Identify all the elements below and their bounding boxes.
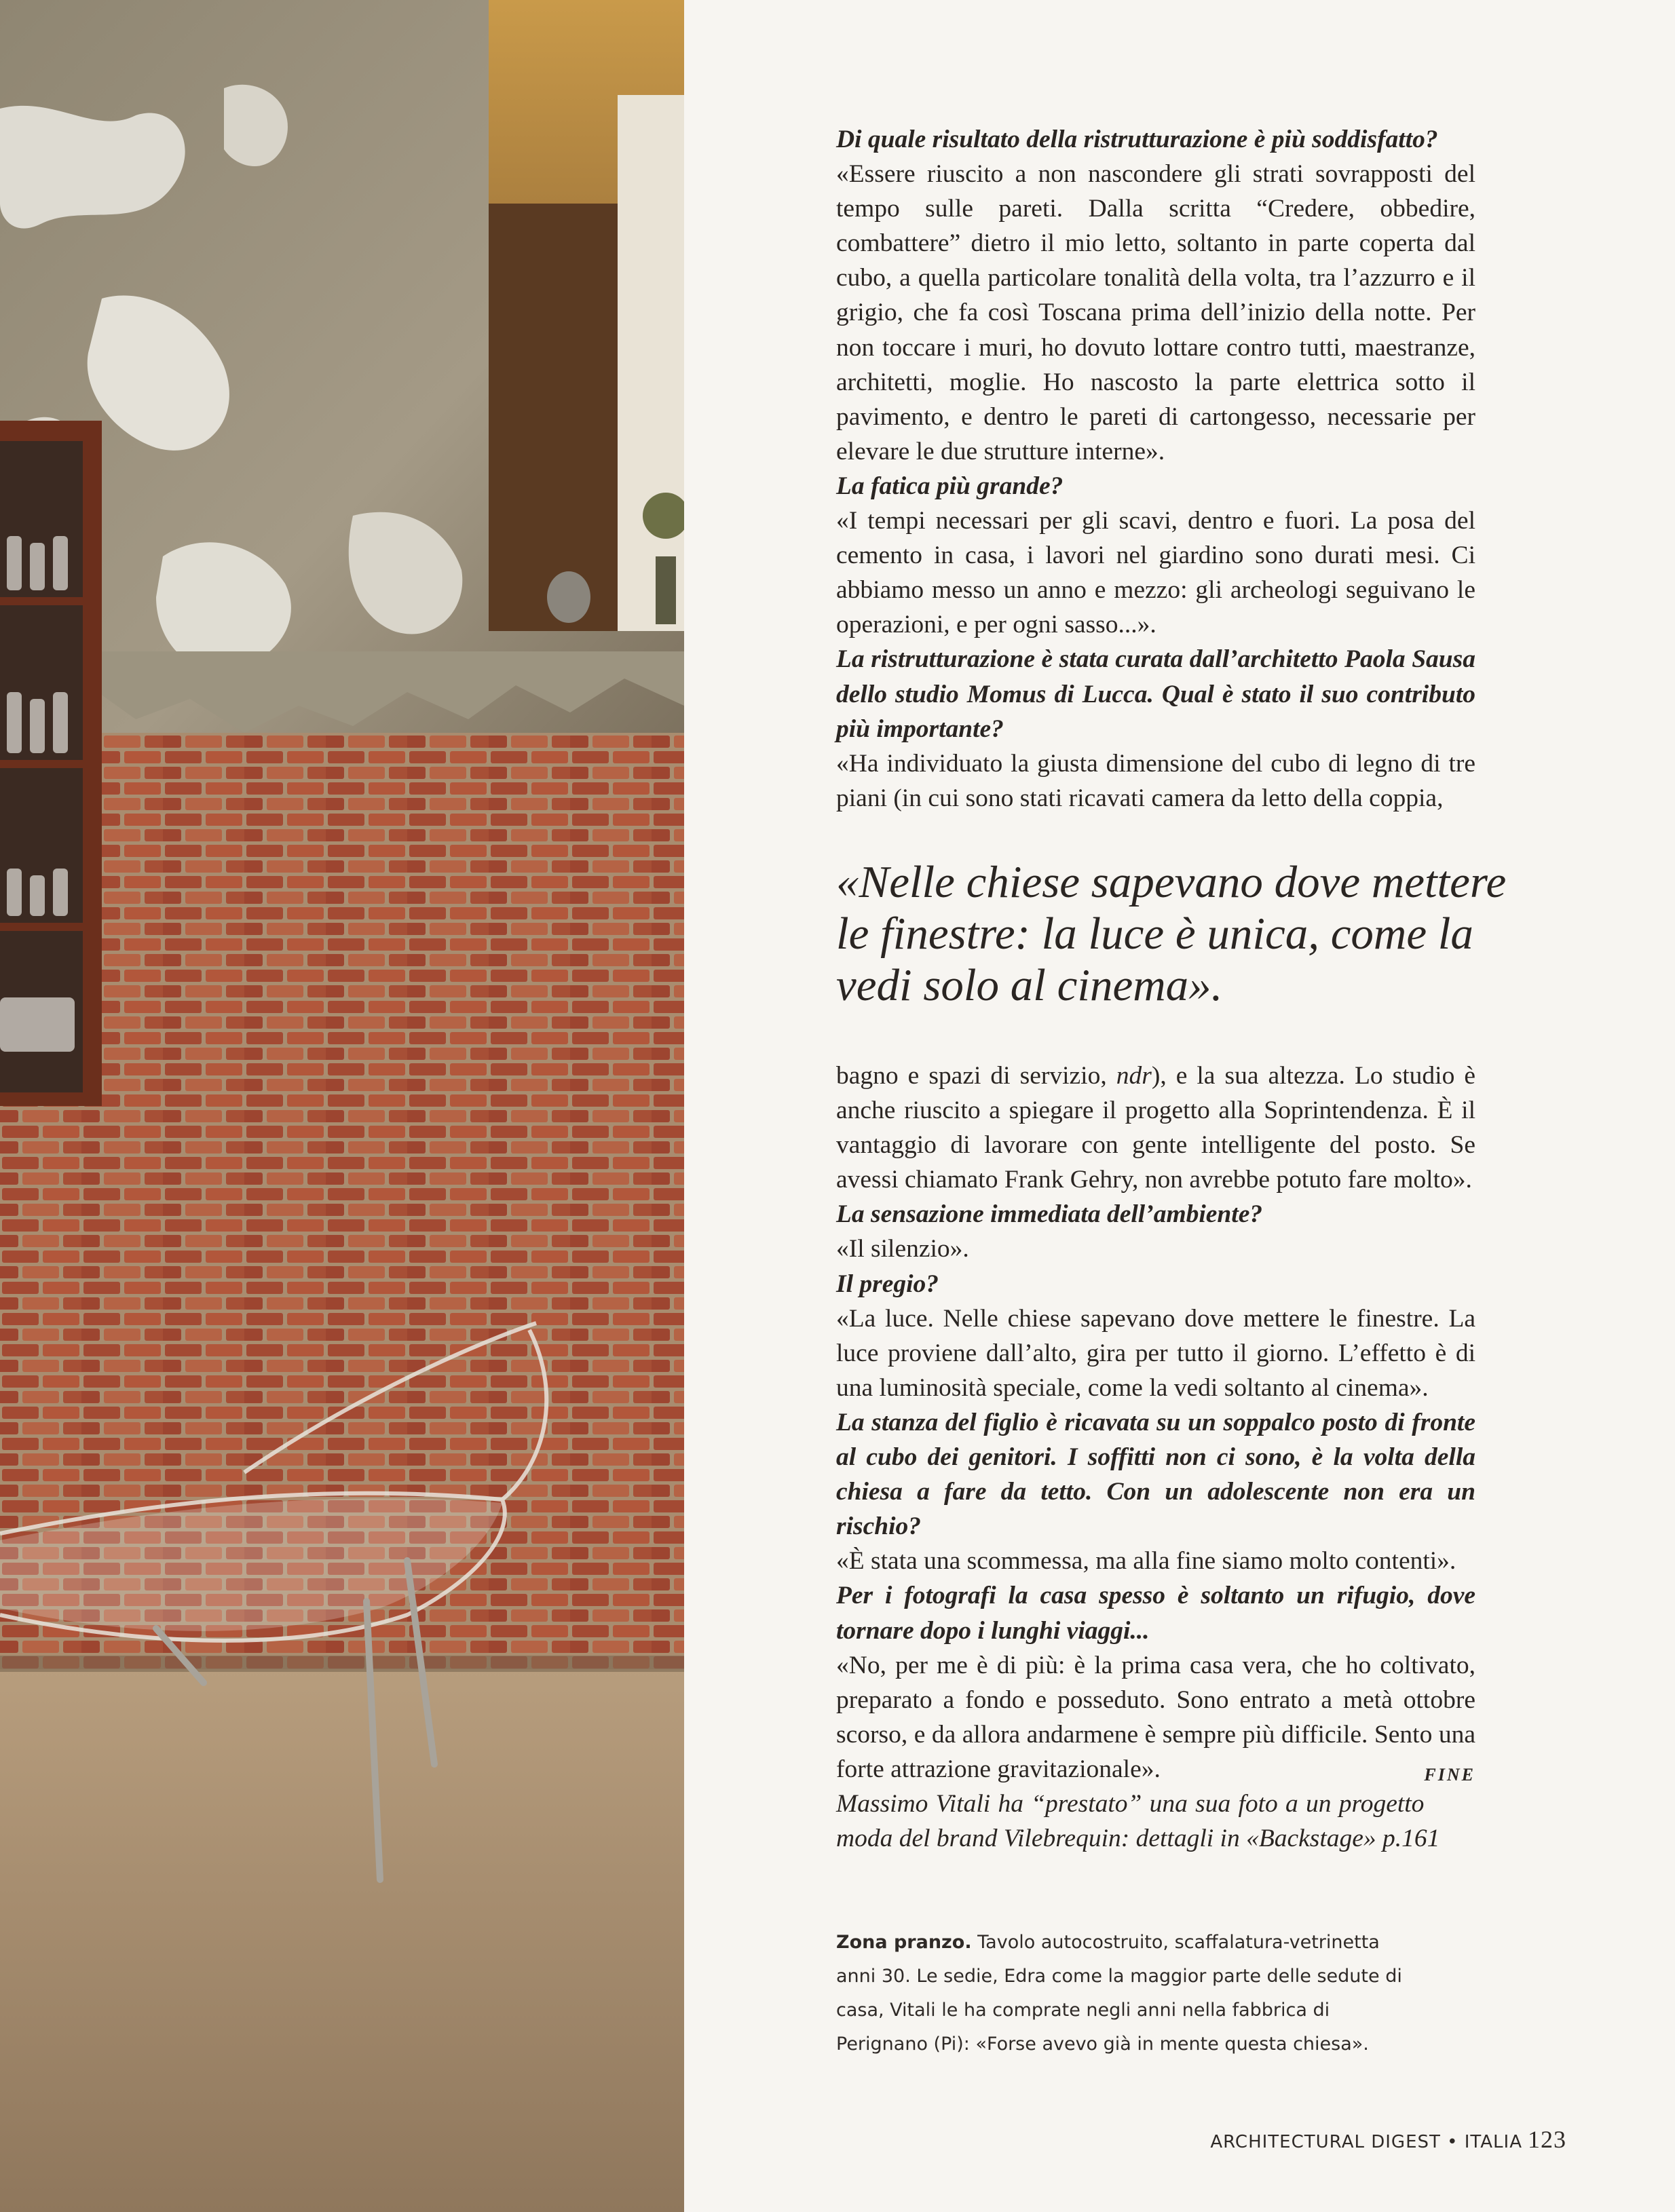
interview-block-1 bbox=[836, 122, 1475, 469]
interview-block-5 bbox=[836, 1267, 1475, 1405]
question: Per i fotografi la casa spesso è soltanto un rifugio, dove tornare dopo i lunghi viaggi... bbox=[836, 1582, 1475, 1645]
photographer-credit: Massimo Vitali ha “prestato” una sua foto a un progetto moda del brand Vilebrequin: dettagli in «Backstage» p.161 bbox=[836, 1789, 1440, 1853]
interview-block-2 bbox=[836, 469, 1475, 642]
pull-quote: «Nelle chiese sapevano dove mettere le finestre: la luce è unica, come la vedi solo al cinema». bbox=[836, 857, 1507, 1010]
question: Di quale risultato della ristrutturazione è più soddisfatto? bbox=[836, 126, 1438, 153]
photo-illustration bbox=[0, 0, 684, 2212]
question: La stanza del figlio è ricavata su un soppalco posto di fronte al cubo dei genitori. I soffitti non ci sono, è la volta della chiesa a fare da tetto. Con un adolescente non era un rischio? bbox=[836, 1408, 1475, 1541]
answer: «Il silenzio». bbox=[836, 1235, 969, 1263]
interview-block-6 bbox=[836, 1405, 1475, 1578]
ndr-note: ndr bbox=[1116, 1062, 1152, 1090]
answer: «È stata una scommessa, ma alla fine siamo molto contenti». bbox=[836, 1547, 1456, 1576]
question: La sensazione immediata dell’ambiente? bbox=[836, 1200, 1263, 1229]
question: Il pregio? bbox=[836, 1270, 939, 1298]
answer: «I tempi necessari per gli scavi, dentro e fuori. La posa del cemento in casa, i lavori nel giardino sono durati mesi. Ci abbiamo messo un anno e mezzo: gli archeologi seguivano le operazioni, e per ogni sasso...». bbox=[836, 507, 1475, 639]
interview-block-3 bbox=[836, 642, 1475, 815]
article-body-continued bbox=[836, 1059, 1475, 1856]
article-body bbox=[836, 122, 1475, 816]
answer: «La luce. Nelle chiese sapevano dove mettere le finestre. La luce proviene dall’alto, gira per tutto il giorno. L’effetto è di una luminosità speciale, come la vedi soltanto al cinema». bbox=[836, 1304, 1475, 1402]
answer: bagno e spazi di servizio, ndr), e la sua altezza. Lo studio è anche riuscito a spiegare il progetto alla Soprintendenza. È il vantaggio di lavorare con gente intelligente del posto. Se avessi chiamato Frank Gehry, non avrebbe potuto fare molto». bbox=[836, 1062, 1475, 1194]
page-folio bbox=[1210, 2125, 1566, 2154]
page-number: 123 bbox=[1528, 2126, 1566, 2153]
answer: «Ha individuato la giusta dimensione del cubo di legno di tre piani (in cui sono stati ricavati camera da letto della coppia, bbox=[836, 749, 1475, 812]
interior-photo bbox=[0, 0, 684, 2212]
interview-block-7 bbox=[836, 1578, 1475, 1856]
magazine-name: ARCHITECTURAL DIGEST • ITALIA bbox=[1210, 2132, 1522, 2152]
question: La ristrutturazione è stata curata dall’architetto Paola Sausa dello studio Momus di Lucca. Qual è stato il suo contributo più importante? bbox=[836, 645, 1475, 743]
answer: «No, per me è di più: è la prima casa vera, che ho coltivato, preparato a fondo e posseduto. Sono entrato a metà ottobre scorso, e da allora andarmene è sempre più difficile. Sento una forte attrazione gravitazionale». FINE bbox=[836, 1648, 1475, 1787]
answer: «Essere riuscito a non nascondere gli strati sovrapposti del tempo sulle pareti. Dalla scritta “Credere, obbedire, combattere” dietro il mio letto, soltanto in parte coperta dal cubo, a quella particolare tonalità della volta, tra l’azzurro e il grigio, che fa così Toscana prima dell’inizio della notte. Per non toccare i muri, ho dovuto lottare contro tutti, maestranze, architetti, moglie. Ho nascosto la parte elettrica sotto il pavimento, e dentro le pareti di cartongesso, necessarie per elevare le due strutture interne». bbox=[836, 160, 1475, 465]
photo-caption bbox=[836, 1926, 1420, 2061]
end-mark: FINE bbox=[1424, 1764, 1475, 1785]
interview-block-4 bbox=[836, 1197, 1475, 1266]
caption-lead: Zona pranzo. bbox=[836, 1932, 972, 1953]
answer-continuation bbox=[836, 1059, 1475, 1197]
caption-text: Tavolo autocostruito, scaffalatura-vetrinetta anni 30. Le sedie, Edra come la maggior parte delle sedute di casa, Vitali le ha comprate negli anni nella fabbrica di Perignano (Pi): «Forse avevo già in mente questa chiesa». bbox=[836, 1932, 1402, 2055]
question: La fatica più grande? bbox=[836, 472, 1064, 500]
